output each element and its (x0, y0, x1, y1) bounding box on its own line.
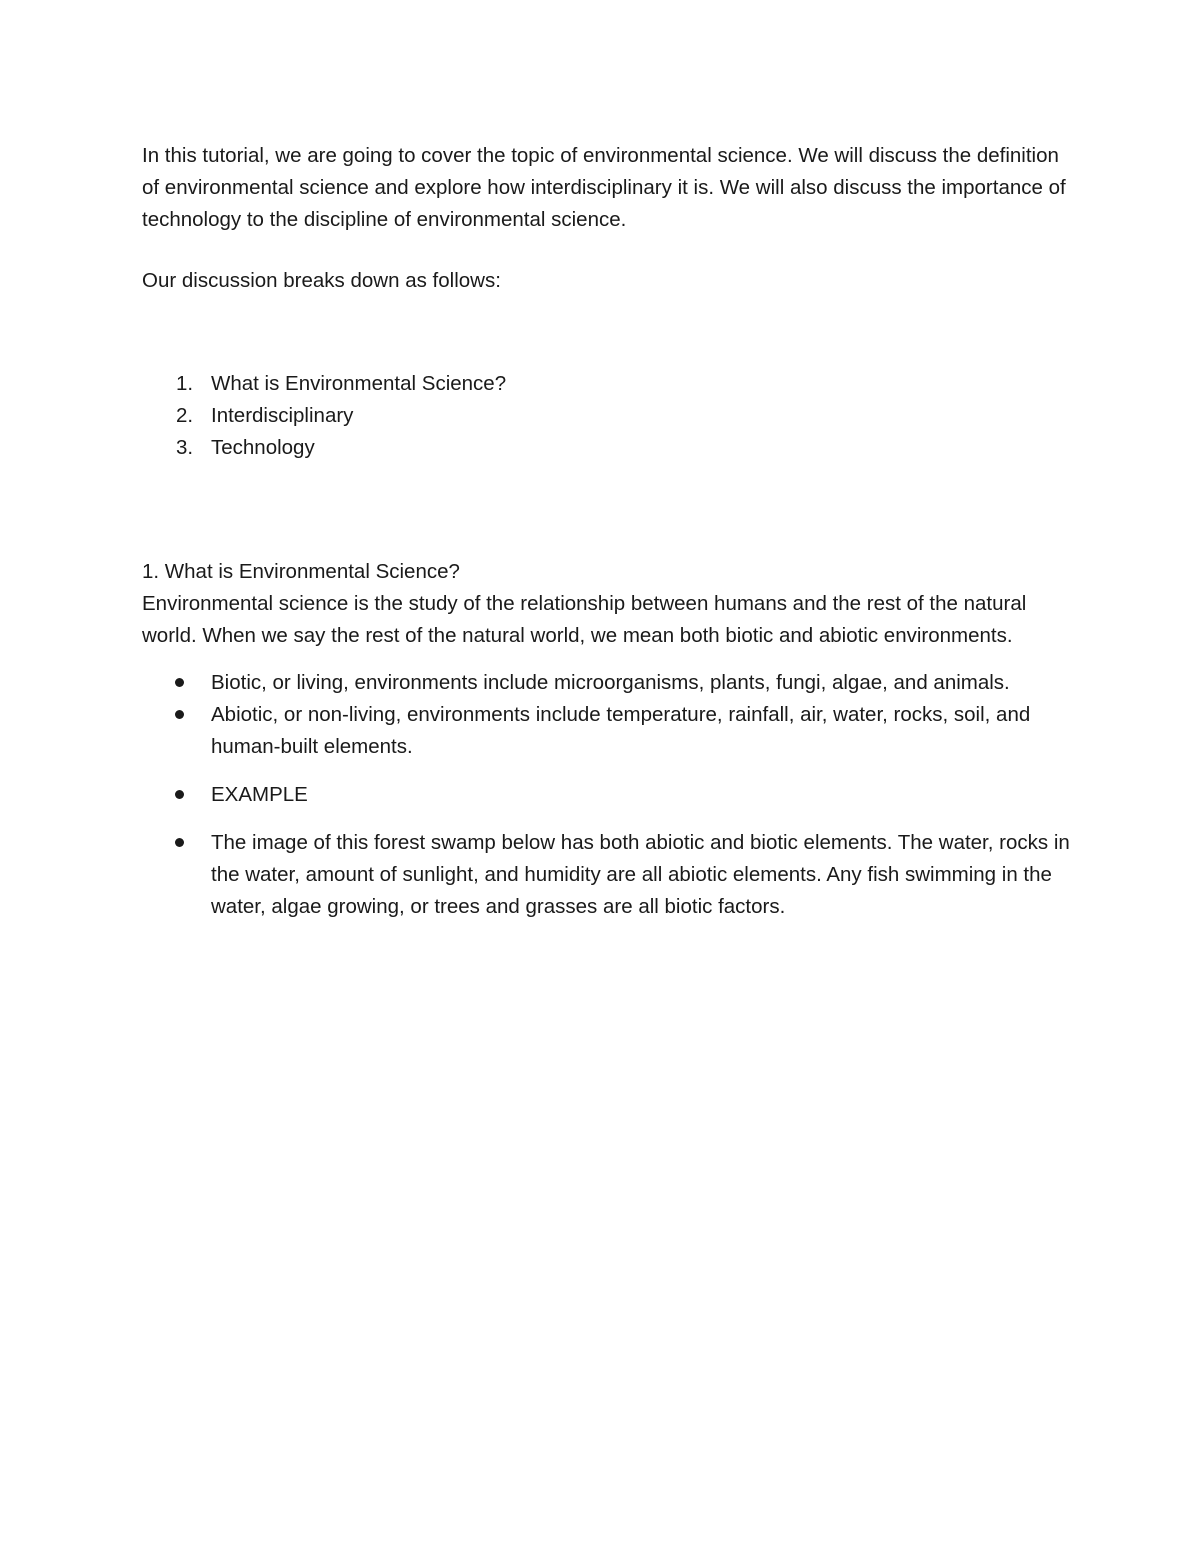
bullet-dot-icon (175, 790, 184, 799)
bullet-text: Biotic, or living, environments include microorganisms, plants, fungi, algae, and animals. (211, 671, 1010, 694)
toc-item (142, 400, 1072, 432)
section-body-paragraph: Environmental science is the study of the relationship between humans and the rest of the natural world. When we say the rest of the natural world, we mean both biotic and abiotic environments. (142, 592, 1027, 647)
bullet-item (142, 779, 1072, 811)
lead-in-text: Our discussion breaks down as follows: (142, 269, 501, 292)
toc-item-number: 3. (176, 436, 194, 459)
toc-item (142, 432, 1072, 464)
table-of-contents-list (142, 368, 1072, 464)
bullet-text: EXAMPLE (211, 783, 308, 806)
toc-item-number: 2. (176, 404, 194, 427)
bullet-item (142, 667, 1072, 699)
bullet-item (142, 699, 1072, 763)
toc-item-label: Interdisciplinary (211, 404, 354, 427)
bullet-text: The image of this forest swamp below has both abiotic and biotic elements. The water, rocks in the water, amount of sunlight, and humidity are all abiotic elements. Any fish swimming in the water, algae growing, or trees and grasses are all biotic factors. (211, 831, 1070, 918)
bullet-list (142, 667, 1072, 923)
bullet-dot-icon (175, 710, 184, 719)
section-heading: 1. What is Environmental Science? (142, 560, 460, 583)
toc-item-label: What is Environmental Science? (211, 372, 507, 395)
intro-paragraph: In this tutorial, we are going to cover the topic of environmental science. We will discuss the definition of environmental science and explore how interdisciplinary it is. We will also discuss the importance of technology to the discipline of environmental science. (142, 144, 1066, 231)
bullet-item (142, 827, 1072, 923)
bullet-text: Abiotic, or non-living, environments include temperature, rainfall, air, water, rocks, soil, and human-built elements. (211, 703, 1031, 758)
bullet-dot-icon (175, 678, 184, 687)
document-page (142, 140, 1072, 923)
toc-item-number: 1. (176, 372, 194, 395)
toc-item-label: Technology (211, 436, 315, 459)
bullet-dot-icon (175, 838, 184, 847)
toc-item (142, 368, 1072, 400)
